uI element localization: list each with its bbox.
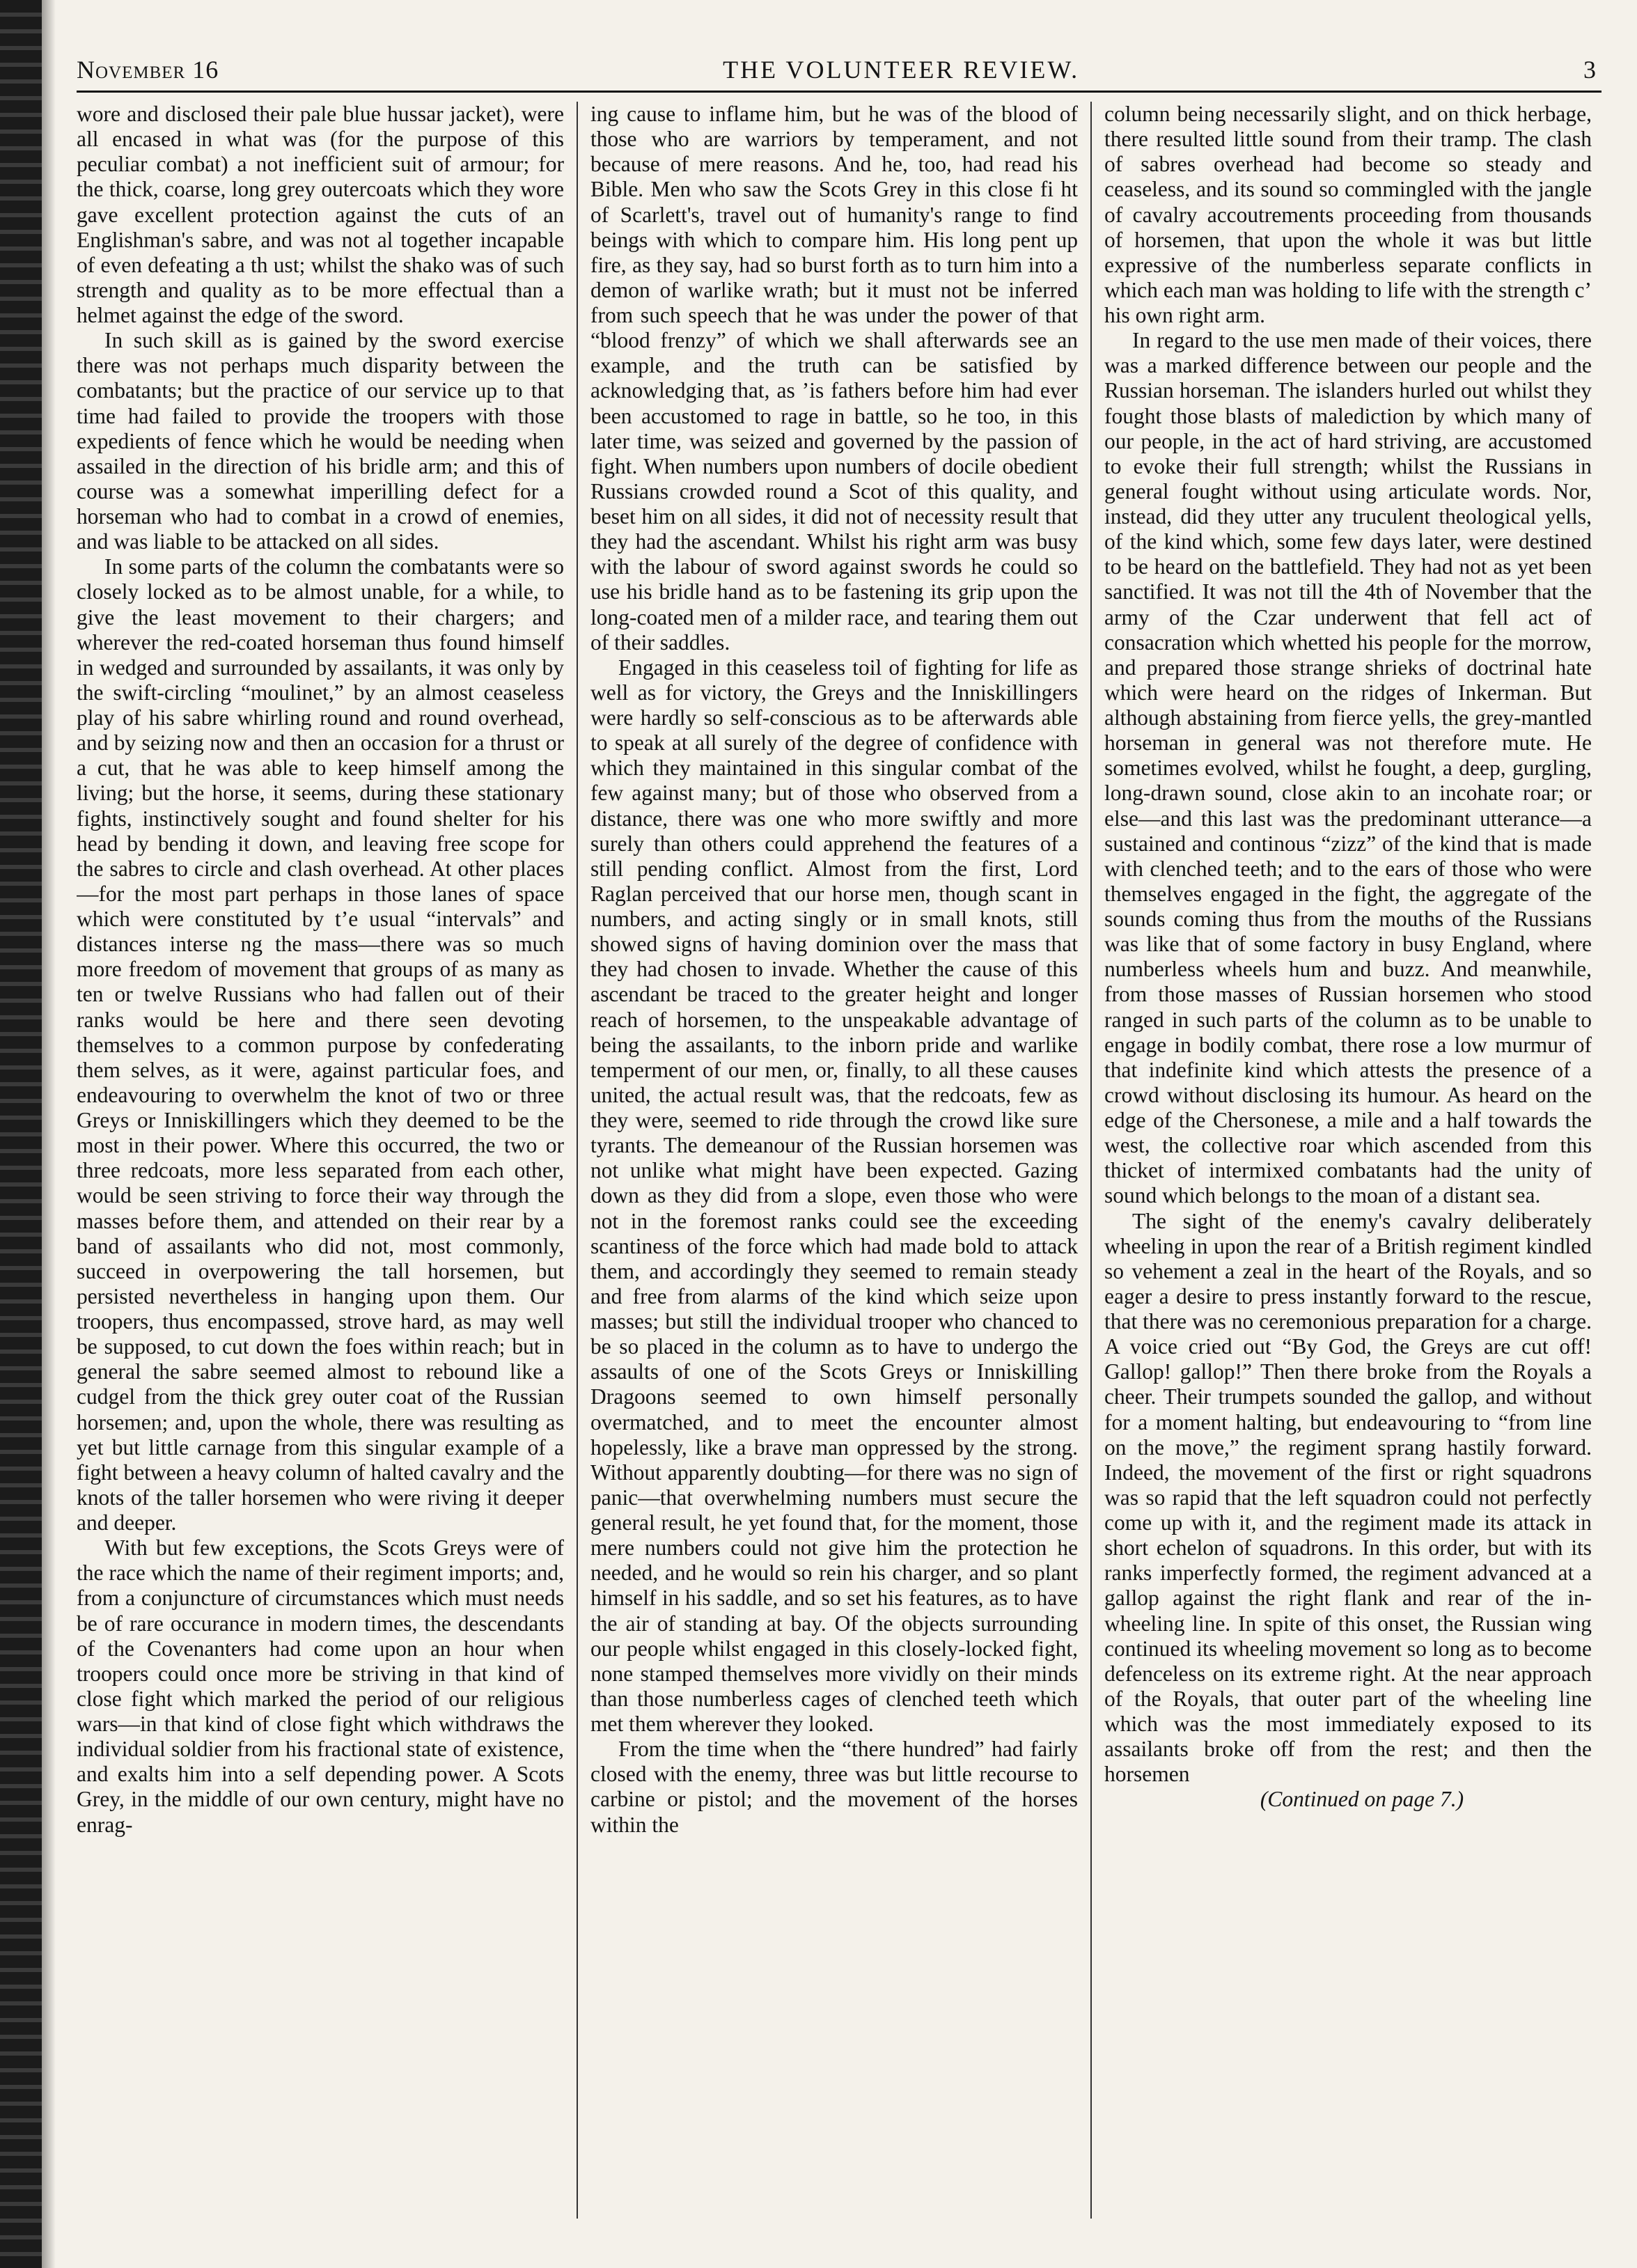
binding-shadow (42, 0, 56, 2268)
binding-edge (0, 0, 42, 2268)
column-divider (1090, 102, 1092, 2219)
page-number: 3 (1583, 56, 1596, 84)
paragraph: In regard to the use men made of their voices, there was a marked difference between our people and the Russian horseman. The islanders hurled out whilst they fought those blasts of malediction by which many of our people, in the act of hard striving, are accustomed to evoke their full strength; whilst the Russians in general fought without using articulate words. Nor, instead, did they utter any truculent theological yells, of the kind which, some few days later, were destined to be heard on the battlefield. They had not as yet been sanctified. It was not till the 4th of November that the army of the Czar underwent that fell act of consacration which whetted his people for the morrow, and prepared those strange shrieks of doctrinal hate which were heard on the ridges of Inkerman. But although abstaining from fierce yells, the grey-mantled horseman in general was not therefore mute. He sometimes evolved, whilst he fought, a deep, gurgling, long-drawn sound, close akin to an incohate roar; or else—and this last was the predominant utterance—a sustained and continous “zizz” of the kind that is made with clenched teeth; and to the ears of those who were themselves engaged in the fight, the aggregate of the sounds coming thus from the mouths of the Russians was like that of some factory in busy England, where numberless wheels hum and buzz. And meanwhile, from those masses of Russian horsemen who stood ranged in such parts of the column as to be unable to engage in bodily combat, there rose a low murmur of that indefinite kind which attests the presence of a crowd without disclosing its humour. As heard on the edge of the Chersonese, a mile and a half towards the west, the collective roar which ascended from this thicket of intermixed combatants had the unity of sound which belongs to the moan of a distant sea. (1104, 328, 1592, 1208)
column-1 (77, 102, 564, 2219)
column-divider (577, 102, 578, 2219)
paragraph: wore and disclosed their pale blue hussar jacket), were all encased in what was (for the purpose of this peculiar combat) a not inefficient suit of armour; for the thick, coarse, long grey outercoats which they wore gave excellent protection against the cuts of an Englishman's sabre, and was not al together incapable of even defeating a th ust; whilst the shako was of such strength and quality as to be more effectual than a helmet against the edge of the sword. (77, 102, 564, 327)
article-columns (77, 102, 1601, 2219)
paragraph: With but few exceptions, the Scots Greys were of the race which the name of their regiment imports; and, from a conjuncture of circumstances which must needs be of rare occurance in modern times, the descendants of the Covenanters had come upon an hour when troopers could once more be striving in that kind of close fight which marked the period of our religious wars—in that kind of close fight which withdraws the individual soldier from his fractional state of existence, and exalts him into a self depending power. A Scots Grey, in the middle of our own century, might have no enrag- (77, 1535, 564, 1837)
newspaper-page (77, 49, 1601, 2228)
issue-date: November 16 (77, 56, 219, 84)
paragraph: In some parts of the column the combatants were so closely locked as to be almost unable, for a while, to give the least movement to their chargers; and wherever the red-coated horseman thus found himself in wedged and surrounded by assailants, it was only by the swift-circling “moulinet,” by an almost ceaseless play of his sabre whirling round and round overhead, and by seizing now and then an occasion for a thrust or a cut, that he was able to keep himself among the living; but the horse, it seems, during these stationary fights, instinctively sought and found shelter for his head by bending it down, and leaving free scope for the sabres to circle and clash overhead. At other places—for the most part perhaps in those lanes of space which were constituted by tʼe usual “intervals” and distances interse ng the mass—there was so much more freedom of movement that groups of as many as ten or twelve Russians who had fallen out of their ranks would be here and there seen devoting themselves to a common purpose by confederating them selves, as it were, against particular foes, and endeavouring to overwhelm the knot of two or three Greys or Inniskillingers which they deemed to be the most in their power. Where this occurred, the two or three redcoats, more less separated from each other, would be seen striving to force their way through the masses before them, and attended on their rear by a band of assailants who did not, most commonly, succeed in overpowering the tall horsemen, but persisted nevertheless in hanging upon them. Our troopers, thus encompassed, strove hard, as may well be supposed, to cut down the foes within reach; but in general the sabre seemed almost to rebound like a cudgel from the thick grey outer coat of the Russian horsemen; and, upon the whole, there was resulting as yet but little carnage from this singular example of a fight between a heavy column of halted cavalry and the knots of the taller horsemen who were riving it deeper and deeper. (77, 554, 564, 1535)
column-2 (590, 102, 1078, 2219)
page-header (77, 49, 1601, 93)
paragraph: Engaged in this ceaseless toil of fighting for life as well as for victory, the Greys and the Inniskillingers were hardly so self-conscious as to be afterwards able to speak at all surely of the degree of confidence with which they maintained in this singular combat of the few against many; but of those who observed from a distance, there was one who more swiftly and more surely than others could apprehend the features of a still pending conflict. Almost from the first, Lord Raglan perceived that our horse men, though scant in numbers, and acting singly or in small knots, still showed signs of having dominion over the mass that they had chosen to invade. Whether the cause of this ascendant be traced to the greater height and longer reach of horsemen, to the unspeakable advantage of being the assailants, to the inborn pride and warlike temperment of our men, or, finally, to all these causes united, the actual result was, that the redcoats, few as they were, seemed to ride through the crowd like sure tyrants. The demeanour of the Russian horsemen was not unlike what might have been expected. Gazing down as they did from a slope, even those who were not in the foremost ranks could see the exceeding scantiness of the force which had made bold to attack them, and accordingly they seemed to remain steady and free from alarms of the kind which seize upon masses; but still the individual trooper who chanced to be so placed in the column as to have to undergo the assaults of one of the Scots Greys or Inniskilling Dragoons seemed to own himself personally overmatched, and to meet the encounter almost hopelessly, like a brave man oppressed by the strong. Without apparently doubting—for there was no sign of panic—that overwhelming numbers must secure the general result, he yet found that, for the moment, those mere numbers could not give him the protection he needed, and he would so rein his charger, and so plant himself in his saddle, and so set his features, as to have the air of standing at bay. Of the objects surrounding our people whilst engaged in this closely-locked fight, none stamped themselves more vividly on their minds than those numberless cages of clenched teeth which met them wherever they looked. (590, 655, 1078, 1736)
column-3 (1104, 102, 1592, 2219)
paragraph: column being necessarily slight, and on thick herbage, there resulted little sound from their tramp. The clash of sabres overhead had become so steady and ceaseless, and its sound so commingled with the jangle of cavalry accoutrements proceeding from thousands of horsemen, that upon the whole it was but little expressive of the numberless separate conflicts in which each man was holding to life with the strength cʼ his own right arm. (1104, 102, 1592, 327)
publication-title: THE VOLUNTEER REVIEW. (723, 56, 1080, 84)
paragraph: From the time when the “there hundred” had fairly closed with the enemy, three was but little recourse to carbine or pistol; and the movement of the horses within the (590, 1737, 1078, 1837)
paragraph: In such skill as is gained by the sword exercise there was not perhaps much disparity between the combatants; but the practice of our service up to that time had failed to provide the troopers with those expedients of fence which he would be needing when assailed in the direction of his bridle arm; and this of course was a somewhat imperilling defect for a horseman who had to combat in a crowd of enemies, and was liable to be attacked on all sides. (77, 328, 564, 554)
paragraph: The sight of the enemy's cavalry deliberately wheeling in upon the rear of a British regiment kindled so vehement a zeal in the heart of the Royals, and so eager a desire to press instantly forward to the rescue, that there was no ceremonious preparation for a charge. A voice cried out “By God, the Greys are cut off! Gallop! gallop!” Then there broke from the Royals a cheer. Their trumpets sounded the gallop, and without for a moment halting, but endeavouring to “from line on the move,” the regiment sprang hastily forward. Indeed, the movement of the first or right squadrons was so rapid that the left squadron could not perfectly come up with it, and the regiment made its attack in short echelon of squadrons. In this order, but with its ranks imperfectly formed, the regiment advanced at a gallop against the right flank and rear of the in-wheeling line. In spite of this onset, the Russian wing continued its wheeling movement so long as to become defenceless on its extreme right. At the near approach of the Royals, that outer part of the wheeling line which was the most immediately exposed to its assailants broke off from the rest; and then the horsemen (1104, 1208, 1592, 1787)
paragraph: ing cause to inflame him, but he was of the blood of those who are warriors by temperament, and not because of mere reasons. And he, too, had read his Bible. Men who saw the Scots Grey in this close fi ht of Scarlett's, travel out of humanity's range to find beings with which to compare him. His long pent up fire, as they say, had so burst forth as to turn him into a demon of warlike wrath; but it must not be inferred from such speech that he was under the power of that “blood frenzy” of which we shall afterwards see an example, and the truth can be satisfied by acknowledging that, as ʼis fathers before him had ever been accustomed to rage in battle, so he too, in this later time, was seized and governed by the passion of fight. When numbers upon numbers of docile obedient Russians crowded round a Scot of this quality, and beset him on all sides, it did not of necessity result that they had the ascendant. Whilst his right arm was busy with the labour of sword against swords he could so use his bridle hand as to be fastening its grip upon the long-coated men of a milder race, and tearing them out of their saddles. (590, 102, 1078, 655)
continued-note: (Continued on page 7.) (1260, 1787, 1464, 1812)
